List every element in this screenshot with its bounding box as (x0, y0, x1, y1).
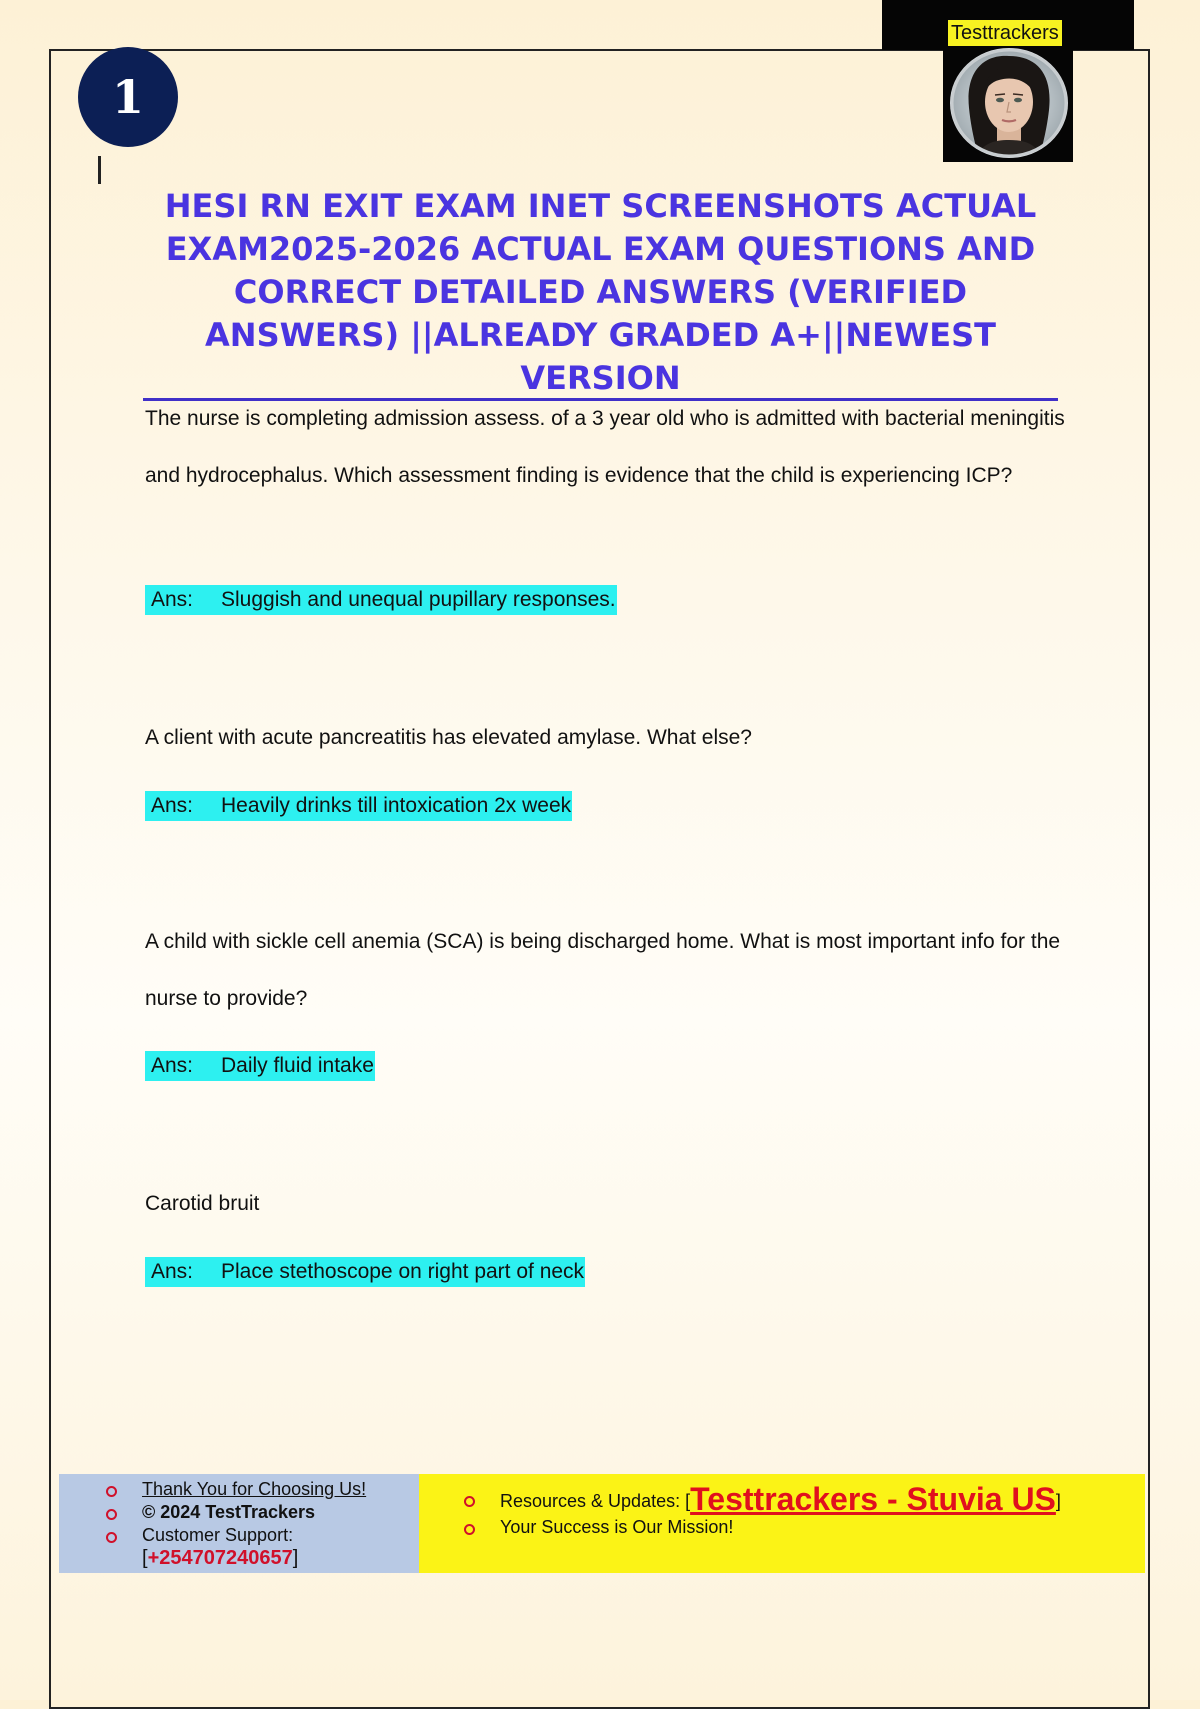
answer-2 (145, 791, 572, 821)
circle-bullet-icon (106, 1532, 117, 1543)
footer-copyright: © 2024 TestTrackers (142, 1502, 316, 1522)
circle-bullet-icon (464, 1524, 475, 1535)
woman-portrait-icon (947, 48, 1071, 158)
circle-bullet-icon (464, 1496, 475, 1507)
brand-label: Testtrackers (948, 20, 1062, 46)
answer-label: Ans: (151, 588, 194, 611)
footer-resources-panel (419, 1474, 1145, 1573)
page-number-badge: 1 (78, 47, 178, 147)
question-1: The nurse is completing admission assess. of a 3 year old who is admitted with bacterial meningitis and hydrocephalus. Which assessment finding is evidence that the child is experiencing ICP? (145, 407, 1065, 487)
question-3: A child with sickle cell anemia (SCA) is being discharged home. What is most important info for the nurse to provide? (145, 930, 1061, 1010)
footer-mission: Your Success is Our Mission! (500, 1517, 734, 1537)
footer-support-phone[interactable]: [+254707240657] (142, 1547, 299, 1569)
support-phone-number[interactable]: +254707240657 (147, 1547, 293, 1569)
answer-label: Ans: (151, 794, 194, 817)
answer-label: Ans: (151, 1054, 194, 1077)
answer-label: Ans: (151, 1260, 194, 1283)
answer-4 (145, 1257, 585, 1287)
text-cursor-icon (98, 156, 101, 184)
circle-bullet-icon (106, 1486, 117, 1497)
circle-bullet-icon (106, 1509, 117, 1520)
document-title: HESI RN EXIT EXAM INET SCREENSHOTS ACTUAL EXAM2025-2026 ACTUAL EXAM QUESTIONS AND CORRECT DETAILED ANSWERS (VERIFIED ANSWERS) ||ALREADY GRADED A+||NEWEST VERSION (164, 187, 1037, 397)
answer-text: Sluggish and unequal pupillary responses. (221, 588, 616, 611)
footer-thanks: Thank You for Choosing Us! (142, 1479, 367, 1499)
footer-resources: Resources & Updates: [Testtrackers - Stuvia US] (500, 1481, 1061, 1517)
question-2: A client with acute pancreatitis has elevated amylase. What else? (145, 726, 752, 749)
footer-contact-panel (59, 1474, 419, 1573)
footer-support-label: Customer Support: (142, 1525, 294, 1545)
answer-1 (145, 585, 617, 615)
stuvia-store-link[interactable]: Testtrackers - Stuvia US (690, 1481, 1056, 1517)
answer-3 (145, 1051, 375, 1081)
question-4: Carotid bruit (145, 1192, 260, 1215)
answer-text: Heavily drinks till intoxication 2x week (221, 794, 572, 817)
answer-text: Place stethoscope on right part of neck (221, 1260, 585, 1283)
resources-label: Resources & Updates: (500, 1491, 681, 1511)
answer-text: Daily fluid intake (221, 1054, 374, 1077)
